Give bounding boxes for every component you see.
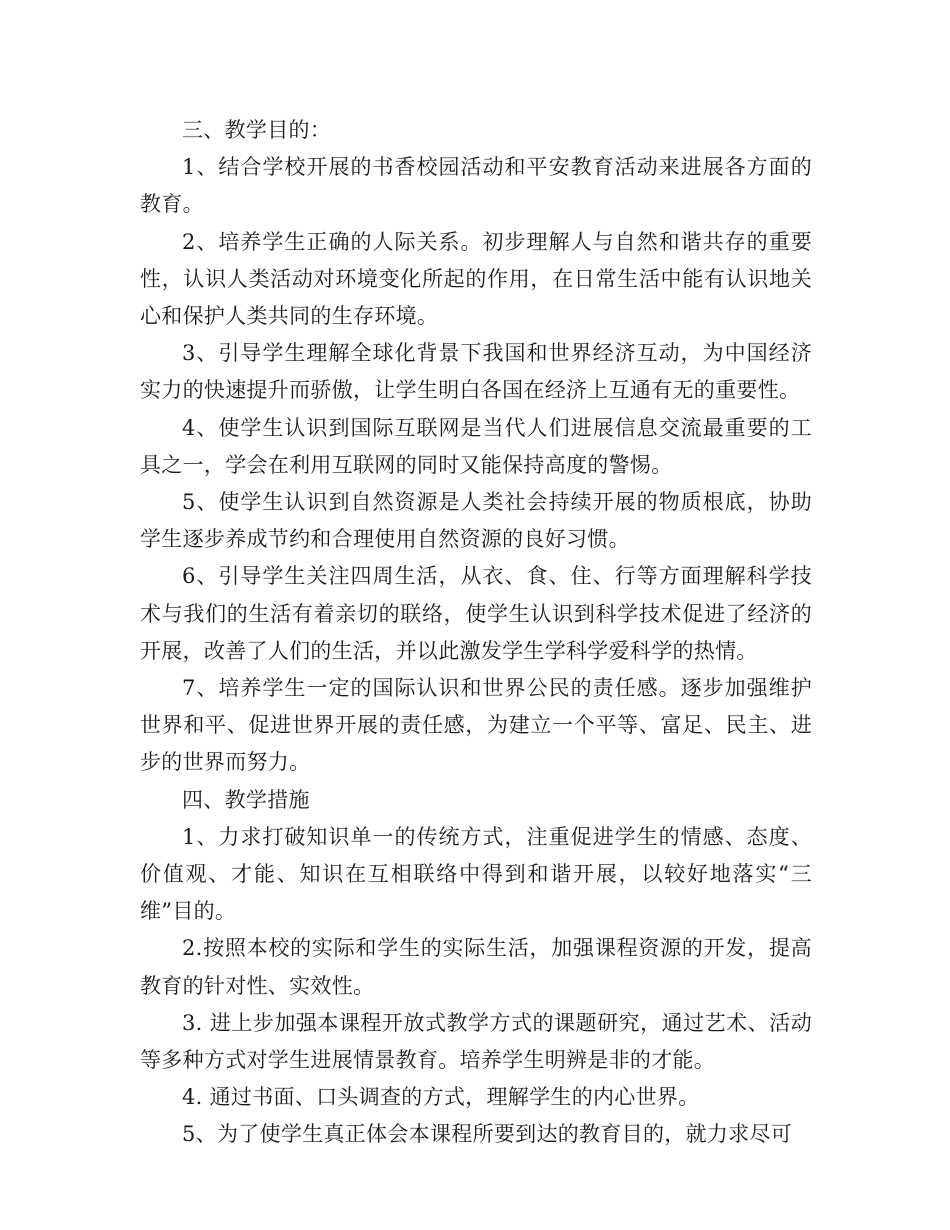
goal-item-1: 1、结合学校开展的书香校园活动和平安教育活动来进展各方面的教育。	[140, 155, 812, 217]
measure-item-4: 4. 通过书面、口头调查的方式，理解学生的内心世界。	[182, 1085, 700, 1110]
document-body	[140, 112, 812, 1154]
measure-item-1: 1、力求打破知识单一的传统方式，注重促进学生的情感、态度、价值观、才能、知识在互相联络中得到和谐开展，以较好地落实“三维”目的。	[140, 824, 812, 924]
goal-item-5: 5、使学生认识到自然资源是人类社会持续开展的物质根底，协助学生逐步养成节约和合理使用自然资源的良好习惯。	[140, 490, 812, 552]
goal-item-7: 7、培养学生一定的国际认识和世界公民的责任感。逐步加强维护世界和平、促进世界开展的责任感，为建立一个平等、富足、民主、进步的世界而努力。	[140, 676, 812, 775]
section-heading-teaching-measures: 四、教学措施	[182, 787, 310, 812]
goal-item-6: 6、引导学生关注四周生活，从衣、食、住、行等方面理解科学技术与我们的生活有着亲切的联络，使学生认识到科学技术促进了经济的开展，改善了人们的生活，并以此激发学生学科学爱科学的热情。	[140, 564, 812, 663]
measure-item-3: 3. 进上步加强本课程开放式教学方式的课题研究，通过艺术、活动等多种方式对学生进展情景教育。培养学生明辨是非的才能。	[140, 1010, 812, 1073]
measure-item-5: 5、为了使学生真正体会本课程所要到达的教育目的，就力求尽可	[182, 1122, 793, 1147]
goal-item-4: 4、使学生认识到国际互联网是当代人们进展信息交流最重要的工具之一，学会在利用互联网的同时又能保持高度的警惕。	[140, 415, 812, 477]
goal-item-2: 2、培养学生正确的人际关系。初步理解人与自然和谐共存的重要性，认识人类活动对环境变化所起的作用，在日常生活中能有认识地关心和保护人类共同的生存环境。	[140, 229, 812, 329]
measure-item-2: 2.按照本校的实际和学生的实际生活，加强课程资源的开发，提高教育的针对性、实效性。	[140, 936, 812, 998]
goal-item-3: 3、引导学生理解全球化背景下我国和世界经济互动，为中国经济实力的快速提升而骄傲，让学生明白各国在经济上互通有无的重要性。	[140, 341, 812, 403]
section-heading-teaching-goals: 三、教学目的：	[182, 118, 332, 142]
